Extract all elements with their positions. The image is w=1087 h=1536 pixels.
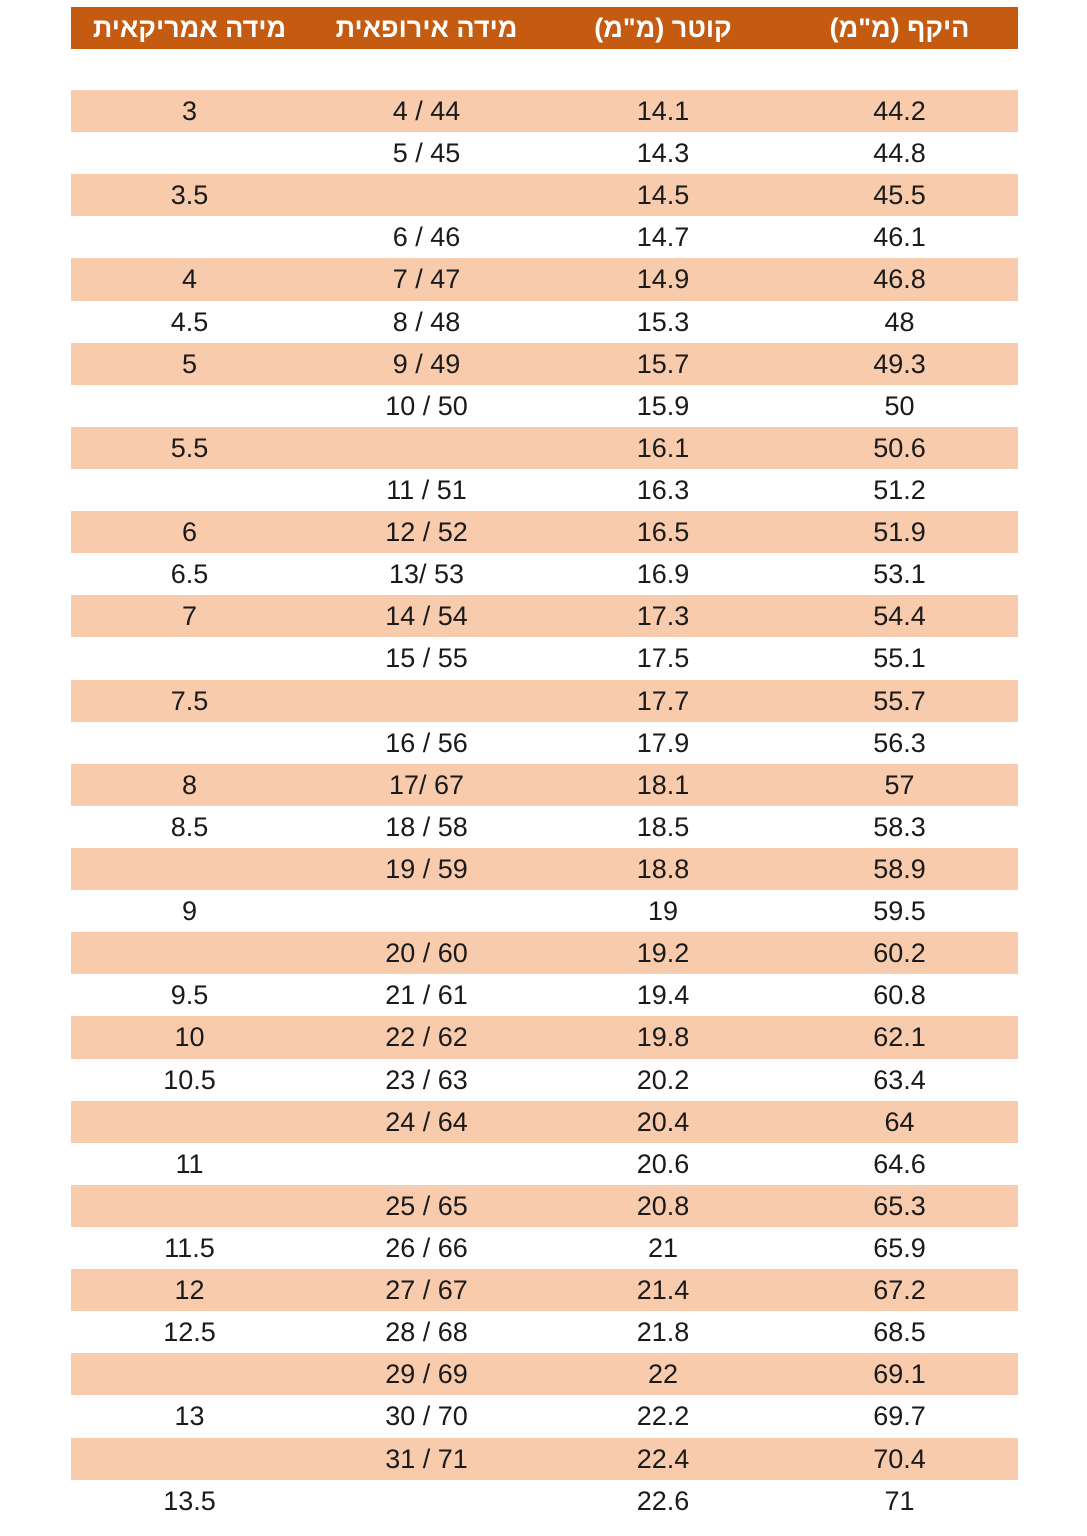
cell-american-size: 13	[174, 1401, 205, 1432]
cell-american-size: 10.5	[163, 1064, 216, 1095]
table-row	[71, 1438, 1018, 1480]
table-row	[71, 890, 1018, 932]
header-circumference: היקף (מ"מ)	[829, 12, 970, 43]
cell-european-size: 12 / 52	[385, 517, 468, 548]
cell-circumference: 53.1	[873, 559, 926, 590]
cell-circumference: 48	[884, 306, 915, 337]
cell-diameter: 14.9	[636, 264, 690, 295]
cell-circumference: 44.2	[873, 96, 926, 127]
cell-european-size: 13/ 53	[388, 559, 465, 590]
cell-diameter: 21.4	[636, 1275, 690, 1306]
cell-european-size: 29 / 69	[385, 1359, 468, 1390]
cell-diameter: 19.2	[636, 938, 690, 969]
cell-circumference: 67.2	[873, 1275, 926, 1306]
cell-diameter: 17.7	[636, 685, 690, 716]
cell-diameter: 22.4	[636, 1443, 690, 1474]
cell-circumference: 64	[884, 1106, 915, 1137]
cell-circumference: 50	[884, 390, 915, 421]
table-row	[71, 974, 1018, 1016]
table-row	[71, 1269, 1018, 1311]
table-row	[71, 469, 1018, 511]
cell-circumference: 65.3	[873, 1190, 926, 1221]
table-row	[71, 806, 1018, 848]
cell-circumference: 49.3	[873, 348, 926, 379]
cell-european-size: 9 / 49	[392, 348, 461, 379]
cell-american-size: 3.5	[170, 180, 209, 211]
cell-circumference: 70.4	[873, 1443, 926, 1474]
table-body	[71, 90, 1018, 1522]
table-row	[71, 1395, 1018, 1437]
cell-circumference: 69.7	[873, 1401, 926, 1432]
table-row	[71, 848, 1018, 890]
cell-european-size: 28 / 68	[385, 1317, 468, 1348]
cell-european-size: 24 / 64	[385, 1106, 468, 1137]
header-european-size: מידה אירופאית	[335, 12, 518, 43]
table-row	[71, 1101, 1018, 1143]
table-row	[71, 90, 1018, 132]
cell-american-size: 11.5	[164, 1233, 215, 1263]
cell-european-size: 6 / 46	[392, 222, 461, 253]
cell-circumference: 57	[884, 769, 915, 800]
cell-european-size: 26 / 66	[385, 1233, 468, 1263]
cell-american-size: 9.5	[170, 980, 209, 1011]
cell-diameter: 14.3	[636, 138, 690, 169]
cell-american-size: 13.5	[163, 1485, 216, 1516]
cell-circumference: 63.4	[873, 1064, 926, 1095]
cell-american-size: 12.5	[163, 1317, 216, 1348]
header-american-size: מידה אמריקאית	[92, 12, 287, 43]
cell-circumference: 46.8	[873, 264, 926, 295]
cell-american-size: 10	[174, 1022, 205, 1053]
cell-circumference: 60.2	[873, 938, 926, 969]
cell-diameter: 19.4	[636, 980, 690, 1011]
table-row	[71, 553, 1018, 595]
cell-circumference: 64.6	[873, 1148, 926, 1179]
table-row	[71, 1059, 1018, 1101]
cell-diameter: 14.7	[636, 222, 690, 253]
cell-american-size: 4.5	[170, 306, 209, 337]
cell-european-size: 7 / 47	[392, 264, 461, 295]
cell-circumference: 45.5	[873, 180, 926, 211]
table-row	[71, 595, 1018, 637]
cell-diameter: 22.2	[636, 1401, 690, 1432]
cell-european-size: 15 / 55	[385, 643, 468, 674]
cell-diameter: 16.9	[636, 559, 690, 590]
table-row	[71, 722, 1018, 764]
table-row	[71, 216, 1018, 258]
table-header	[71, 7, 1018, 49]
cell-european-size: 14 / 54	[385, 601, 468, 632]
cell-diameter: 21	[647, 1233, 679, 1263]
table-row	[71, 174, 1018, 216]
cell-european-size: 4 / 44	[392, 96, 461, 127]
cell-circumference: 55.7	[873, 685, 926, 716]
cell-circumference: 65.9	[873, 1233, 926, 1263]
cell-diameter: 16.3	[636, 475, 690, 506]
cell-circumference: 55.1	[873, 643, 926, 674]
cell-circumference: 58.9	[873, 854, 926, 885]
cell-european-size: 31 / 71	[385, 1443, 468, 1474]
cell-european-size: 27 / 67	[385, 1275, 468, 1306]
cell-circumference: 59.5	[873, 896, 926, 927]
cell-european-size: 21 / 61	[385, 980, 468, 1011]
cell-diameter: 15.3	[636, 306, 690, 337]
cell-circumference: 60.8	[873, 980, 926, 1011]
cell-european-size: 25 / 65	[385, 1190, 468, 1221]
table-row	[71, 343, 1018, 385]
cell-diameter: 19	[647, 896, 679, 927]
cell-diameter: 18.1	[636, 769, 690, 800]
cell-european-size: 30 / 70	[385, 1401, 468, 1432]
cell-american-size: 8	[181, 769, 198, 800]
cell-european-size: 20 / 60	[385, 938, 468, 969]
cell-american-size: 7.5	[170, 685, 209, 716]
cell-european-size: 16 / 56	[385, 727, 468, 758]
cell-diameter: 16.1	[636, 432, 690, 463]
cell-diameter: 17.5	[636, 643, 690, 674]
cell-european-size: 8 / 48	[392, 306, 461, 337]
cell-diameter: 17.9	[636, 727, 690, 758]
cell-diameter: 20.4	[636, 1106, 690, 1137]
table-row	[71, 427, 1018, 469]
cell-diameter: 17.3	[636, 601, 690, 632]
cell-circumference: 44.8	[873, 138, 926, 169]
cell-american-size: 8.5	[170, 811, 209, 842]
table-row	[71, 1311, 1018, 1353]
table-row	[71, 258, 1018, 300]
table-row	[71, 1353, 1018, 1395]
table-row	[71, 511, 1018, 553]
cell-circumference: 54.4	[873, 601, 926, 632]
table-row	[71, 1227, 1018, 1269]
cell-diameter: 15.7	[636, 348, 690, 379]
cell-diameter: 20.8	[636, 1190, 690, 1221]
cell-circumference: 51.9	[873, 517, 926, 548]
cell-circumference: 68.5	[873, 1317, 926, 1348]
cell-european-size: 11 / 51	[386, 475, 467, 506]
cell-diameter: 16.5	[636, 517, 690, 548]
table-row	[71, 132, 1018, 174]
cell-circumference: 71	[884, 1485, 915, 1516]
cell-diameter: 20.2	[636, 1064, 690, 1095]
cell-diameter: 22	[647, 1359, 679, 1390]
cell-american-size: 12	[174, 1275, 205, 1306]
table-row	[71, 1143, 1018, 1185]
table-row	[71, 385, 1018, 427]
cell-european-size: 19 / 59	[385, 854, 468, 885]
cell-american-size: 9	[181, 896, 198, 927]
cell-diameter: 21.8	[636, 1317, 690, 1348]
cell-european-size: 10 / 50	[385, 390, 468, 421]
table-row	[71, 1016, 1018, 1058]
cell-american-size: 7	[181, 601, 198, 632]
header-spacer	[71, 49, 1018, 90]
table-row	[71, 1185, 1018, 1227]
table-row	[71, 680, 1018, 722]
cell-diameter: 15.9	[636, 390, 690, 421]
cell-diameter: 20.6	[636, 1148, 690, 1179]
cell-circumference: 50.6	[873, 432, 926, 463]
header-diameter: קוטר (מ"מ)	[594, 12, 732, 43]
table-row	[71, 1480, 1018, 1522]
cell-circumference: 46.1	[873, 222, 926, 253]
cell-european-size: 23 / 63	[385, 1064, 468, 1095]
cell-circumference: 56.3	[873, 727, 926, 758]
ring-size-table	[71, 7, 1018, 1522]
cell-european-size: 22 / 62	[385, 1022, 468, 1053]
cell-american-size: 4	[181, 264, 198, 295]
cell-diameter: 18.5	[636, 811, 690, 842]
cell-european-size: 17/ 67	[388, 769, 465, 800]
cell-european-size: 5 / 45	[392, 138, 461, 169]
table-row	[71, 932, 1018, 974]
cell-american-size: 3	[181, 96, 198, 127]
cell-diameter: 19.8	[636, 1022, 690, 1053]
cell-circumference: 62.1	[873, 1022, 926, 1053]
table-row	[71, 764, 1018, 806]
cell-american-size: 6.5	[170, 559, 209, 590]
cell-american-size: 5.5	[170, 432, 209, 463]
cell-european-size: 18 / 58	[385, 811, 468, 842]
cell-diameter: 14.5	[636, 180, 690, 211]
table-row	[71, 637, 1018, 679]
cell-circumference: 51.2	[873, 475, 926, 506]
cell-american-size: 11	[175, 1148, 204, 1179]
cell-circumference: 69.1	[873, 1359, 926, 1390]
cell-circumference: 58.3	[873, 811, 926, 842]
cell-american-size: 5	[181, 348, 198, 379]
cell-american-size: 6	[181, 517, 198, 548]
table-row	[71, 301, 1018, 343]
cell-diameter: 14.1	[636, 96, 690, 127]
cell-diameter: 18.8	[636, 854, 690, 885]
cell-diameter: 22.6	[636, 1485, 690, 1516]
